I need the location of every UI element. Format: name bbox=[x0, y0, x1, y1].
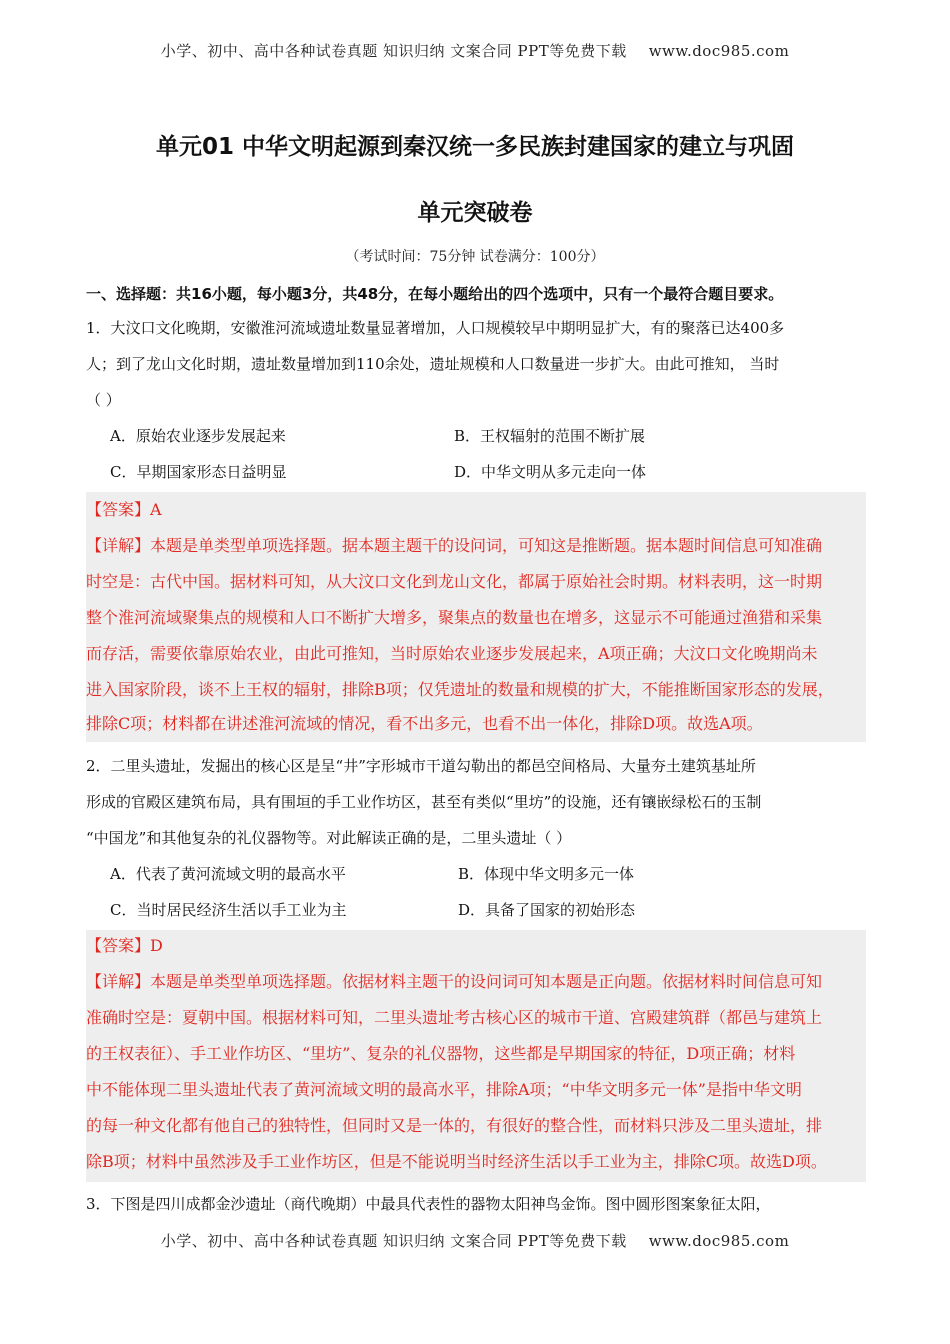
question-1-stem-line: 人；到了龙山文化时期，遗址数量增加到110余处，遗址规模和人口数量进一步扩大。由此可推知， 当时 bbox=[86, 355, 780, 373]
question-2-answer-box bbox=[86, 930, 866, 1182]
footer-text: 小学、初中、高中各种试卷真题 知识归纳 文案合同 PPT等免费下载 bbox=[160, 1232, 627, 1250]
exam-info: （考试时间：75分钟 试卷满分：100分） bbox=[345, 249, 605, 265]
question-1-answer-box bbox=[86, 492, 866, 742]
header-text: 小学、初中、高中各种试卷真题 知识归纳 文案合同 PPT等免费下载 bbox=[160, 42, 627, 60]
answer-label: 【答案】 bbox=[86, 936, 151, 955]
question-1-option-b[interactable]: B．王权辐射的范围不断扩展 bbox=[454, 427, 646, 445]
question-1-answer bbox=[86, 500, 162, 520]
document-title: 单元01 中华文明起源到秦汉统一多民族封建国家的建立与巩固 bbox=[155, 134, 794, 160]
question-2-explain-line: 的每一种文化都有他自己的独特性，但同时又是一体的，有很好的整合性，而材料只涉及二里头遗址，排 bbox=[86, 1116, 823, 1135]
answer-value: D bbox=[150, 936, 163, 955]
question-1-explain-line: 排除C项；材料都在讲述淮河流域的情况，看不出多元，也看不出一体化，排除D项。故选A项。 bbox=[86, 714, 763, 733]
explain-label: 【详解】 bbox=[86, 536, 151, 555]
question-2-explain-line bbox=[86, 972, 822, 992]
question-2-explain-line: 的王权表征）、手工业作坊区、“里坊”、复杂的礼仪器物，这些都是早期国家的特征，D项正确；材料 bbox=[86, 1044, 796, 1063]
question-1-explain-line: 而存活，需要依靠原始农业，由此可推知，当时原始农业逐步发展起来，A项正确；大汶口文化晚期尚未 bbox=[86, 644, 818, 663]
question-2-stem-line: 形成的官殿区建筑布局，具有围垣的手工业作坊区，甚至有类似“里坊”的设施，还有镶嵌绿松石的玉制 bbox=[86, 793, 762, 811]
question-2-stem-line: 2．二里头遗址，发掘出的核心区是呈“井”字形城市干道勾勒出的都邑空间格局、大量夯土建筑基址所 bbox=[86, 757, 756, 775]
question-1-option-d[interactable]: D．中华文明从多元走向一体 bbox=[454, 463, 647, 481]
answer-label: 【答案】 bbox=[86, 500, 151, 519]
section-heading: 一、选择题：共16小题，每小题3分，共48分，在每小题给出的四个选项中，只有一个最符合题目要求。 bbox=[86, 285, 784, 303]
explain-text: 本题是单类型单项选择题。据本题主题干的设问词，可知这是推断题。据本题时间信息可知准确 bbox=[150, 536, 823, 555]
question-1-explain-line bbox=[86, 536, 822, 556]
question-2-explain-line: 中不能体现二里头遗址代表了黄河流域文明的最高水平，排除A项；“中华文明多元一体”是指中华文明 bbox=[86, 1080, 802, 1099]
page-header bbox=[0, 40, 950, 61]
question-1-explain-line: 时空是：古代中国。据材料可知，从大汶口文化到龙山文化，都属于原始社会时期。材料表明，这一时期 bbox=[86, 572, 823, 591]
question-1-stem-line: （ ） bbox=[86, 391, 121, 409]
question-2-option-c[interactable]: C．当时居民经济生活以手工业为主 bbox=[110, 901, 347, 919]
question-2-explain-line: 准确时空是：夏朝中国。根据材料可知，二里头遗址考古核心区的城市干道、宫殿建筑群（都邑与建筑上 bbox=[86, 1008, 823, 1027]
question-1-explain-line: 进入国家阶段，谈不上王权的辐射，排除B项；仅凭遗址的数量和规模的扩大，不能推断国家形态的发展， bbox=[86, 680, 834, 699]
question-1-option-a[interactable]: A．原始农业逐步发展起来 bbox=[110, 427, 286, 445]
footer-url-link[interactable]: www.doc985.com bbox=[648, 1232, 790, 1250]
question-1-explain-line: 整个淮河流域聚集点的规模和人口不断扩大增多，聚集点的数量也在增多，这显示不可能通过渔猎和采集 bbox=[86, 608, 823, 627]
question-2-stem-line: “中国龙”和其他复杂的礼仪器物等。对此解读正确的是，二里头遗址（ ） bbox=[86, 829, 572, 847]
header-url-link[interactable]: www.doc985.com bbox=[648, 42, 790, 60]
answer-value: A bbox=[150, 500, 162, 519]
question-2-option-b[interactable]: B．体现中华文明多元一体 bbox=[458, 865, 635, 883]
explain-text: 本题是单类型单项选择题。依据材料主题干的设问词可知本题是正向题。依据材料时间信息可知 bbox=[150, 972, 823, 991]
question-1-stem-line: 1．大汶口文化晚期，安徽淮河流域遗址数量显著增加，人口规模较早中期明显扩大，有的聚落已达400多 bbox=[86, 319, 785, 337]
explain-label: 【详解】 bbox=[86, 972, 151, 991]
question-2-answer bbox=[86, 936, 163, 956]
question-2-option-d[interactable]: D．具备了国家的初始形态 bbox=[458, 901, 636, 919]
question-1-option-c[interactable]: C．早期国家形态日益明显 bbox=[110, 463, 287, 481]
question-2-option-a[interactable]: A．代表了黄河流域文明的最高水平 bbox=[110, 865, 346, 883]
question-2-explain-line: 除B项；材料中虽然涉及手工业作坊区，但是不能说明当时经济生活以手工业为主，排除C项。故选D项。 bbox=[86, 1152, 827, 1171]
question-3-stem-line: 3．下图是四川成都金沙遗址（商代晚期）中最具代表性的器物太阳神鸟金饰。图中圆形图案象征太阳， bbox=[86, 1195, 771, 1213]
document-subtitle: 单元突破卷 bbox=[417, 200, 533, 226]
page-footer bbox=[0, 1230, 950, 1251]
